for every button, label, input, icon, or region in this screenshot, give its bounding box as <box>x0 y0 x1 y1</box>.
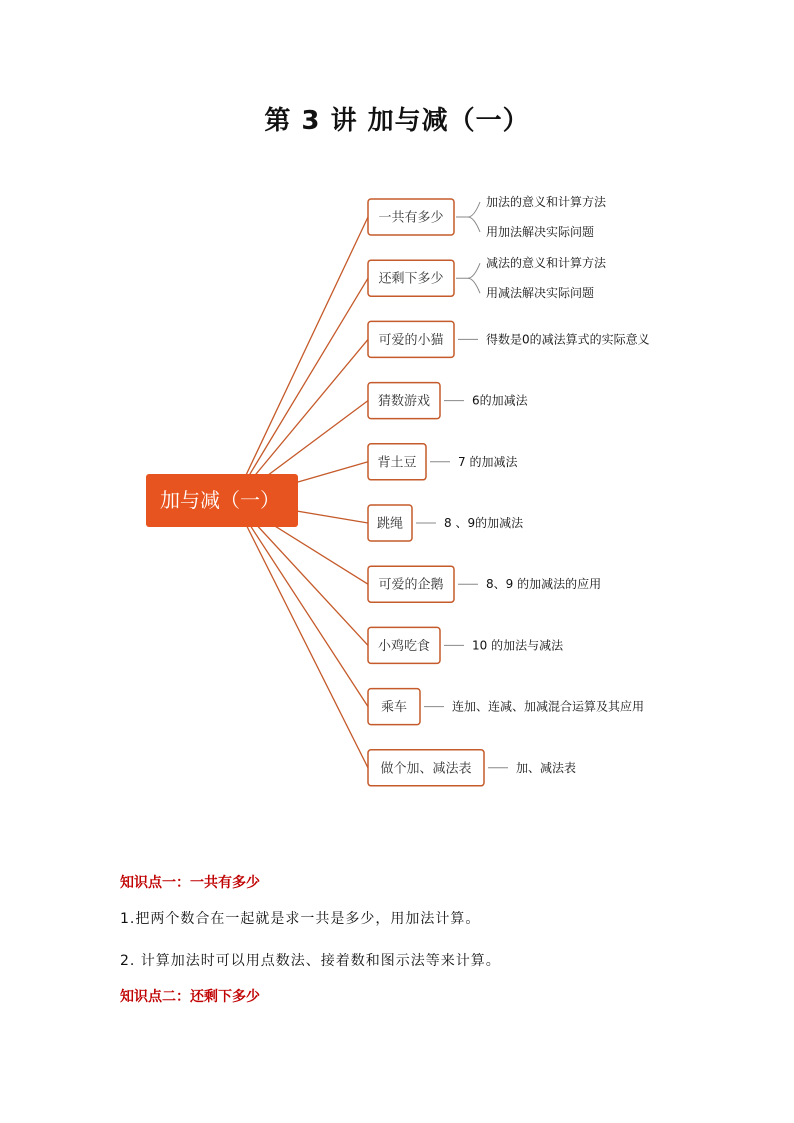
leaf-label: 用加法解决实际问题 <box>486 225 595 239</box>
leaf-label: 10 的加法与减法 <box>472 638 564 653</box>
leaf-label: 加、减法表 <box>516 760 577 775</box>
knowledge-point-2-title: 知识点二：还剩下多少 <box>120 989 260 1005</box>
branch-label: 乘车 <box>380 700 408 716</box>
branch-label: 做个加、减法表 <box>380 761 472 777</box>
leaf-connector <box>456 263 480 278</box>
branch-label: 可爱的企鹅 <box>378 577 444 593</box>
leaf-label: 8 、9的加减法 <box>444 516 524 530</box>
branch-label: 小鸡吃食 <box>377 638 431 654</box>
leaf-label: 连加、连减、加减混合运算及其应用 <box>452 699 645 714</box>
page-title: 第 3 讲 加与减（一） <box>264 106 530 136</box>
knowledge-point-1-title: 知识点一：一共有多少 <box>120 875 260 891</box>
leaf-label: 得数是0的减法算式的实际意义 <box>486 332 650 347</box>
leaf-label: 8、9 的加减法的应用 <box>486 577 602 592</box>
knowledge-point-1-paragraph-1: 1.把两个数合在一起就是求一共是多少，用加法计算。 <box>120 911 481 927</box>
root-label: 加与减（一） <box>160 488 280 512</box>
leaf-label: 7 的加减法 <box>458 454 518 469</box>
branch-label: 可爱的小猫 <box>378 332 444 348</box>
branch-label: 一共有多少 <box>378 210 444 226</box>
branch-line <box>234 501 368 707</box>
leaf-label: 用减法解决实际问题 <box>486 286 595 301</box>
branch-label: 猜数游戏 <box>377 394 431 410</box>
branch-line <box>234 501 368 768</box>
knowledge-point-1-paragraph-2: 2. 计算加法时可以用点数法、接着数和图示法等来计算。 <box>120 953 501 969</box>
branch-line <box>234 217 368 501</box>
leaf-label: 6的加减法 <box>472 393 528 408</box>
leaf-label: 减法的意义和计算方法 <box>486 256 607 271</box>
leaf-connector <box>468 278 480 293</box>
branch-label: 还剩下多少 <box>378 271 444 287</box>
leaf-label: 加法的意义和计算方法 <box>486 195 607 209</box>
branch-label: 跳绳 <box>376 516 404 532</box>
leaf-connector <box>456 202 480 217</box>
leaf-connector <box>468 217 480 232</box>
branch-label: 背土豆 <box>377 455 417 471</box>
